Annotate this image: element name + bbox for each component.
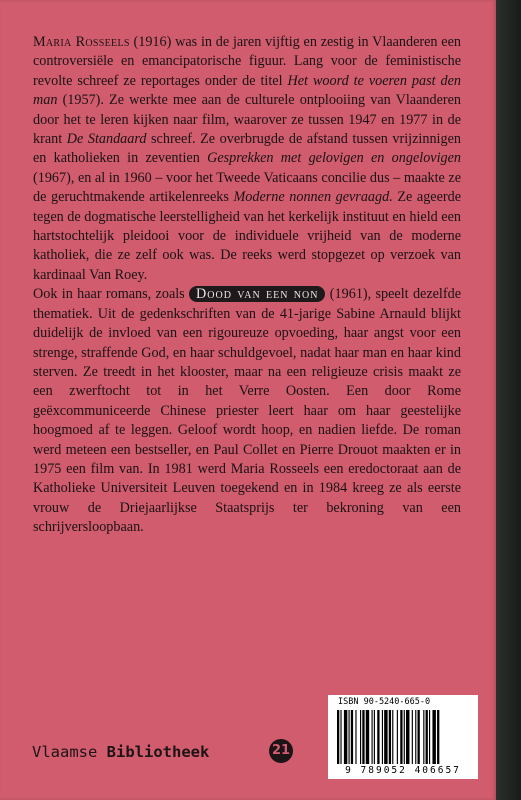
blurb-text-run: (1957). Ze werkte mee aan de culturele ontplooiing van Vlaanderen door het te leren kijken naar film, waarover ze tussen 1947 en 1977 in de krant (33, 92, 461, 148)
blurb-text-run: (1967), en al in 1960 – voor het Tweede Vaticaans concilie dus – maakte ze de geruchtmakende artikelenreeks (33, 169, 461, 206)
series-word-1: Vlaamse (32, 743, 98, 761)
blurb-text-run: (1961), speelt dezelfde thematiek. Uit de gedenkschriften van de 41-jarige Sabine Arnauld blijkt duidelijk de invloed van een rigoureuze opvoeding, haar angst voor een strenge, straffende God, en haar schuldgevoel, nadat haar man en haar kind sterven. Ze treedt in het klooster, maar na een religieuze crisis maakt ze een zwerftocht tot in het Verre Oosten. Een door Rome geëxcommuniceerde Chinese priester leert haar om haar geestelijke hoogmoed af te leggen. Geloof wordt hoop, en nadien liefde. De roman werd meteen een bestseller, en Paul Collet en Pierre Drouot maakten er in 1975 een film van. In 1981 werd Maria Rosseels een eredoctoraat aan de Katholieke Universiteit Leuven toegekend en in 1984 kreeg ze als eerste vrouw de Driejaarlijkse Staatsprijs ter bekroning van een schrijversloopbaan. (33, 286, 461, 536)
author-name: Maria Rosseels (33, 34, 130, 50)
isbn-text: ISBN 90-5240-665-0 (338, 697, 431, 707)
series-number-badge: 21 (269, 739, 293, 763)
blurb-paragraph-1 (33, 33, 461, 285)
blurb-text-run: Ze ageerde tegen de dogmatische leerstelligheid van het kerkelijk instituut en hield een hartstochtelijk pleidooi voor de individuele vrijheid van de moderne katholiek, die ze zelf ook was. De reeks werd stopgezet op verzoek van kardinaal Van Roey. (33, 189, 461, 283)
series-logo (32, 743, 209, 761)
series-word-2: Bibliotheek (106, 743, 210, 761)
ean-number: 9 789052 406657 (345, 765, 461, 776)
book-title: Gesprekken met gelovigen en ongelovigen (207, 150, 462, 167)
novel-title-badge: Dood van een non (189, 286, 325, 302)
barcode-icon (337, 710, 469, 764)
blurb-paragraph-2 (33, 285, 461, 537)
blurb-text-run: (1916) was in de jaren vijftig en zestig in Vlaanderen een controversiële en emancipatorische figuur. Lang voor de feministische revolte schreef ze reportages onder de titel (33, 34, 461, 89)
book-edge (496, 0, 521, 800)
newspaper-title: De Standaard (66, 131, 147, 148)
barcode-label (328, 695, 478, 779)
series-title: Moderne nonnen gevraagd. (233, 189, 393, 206)
blurb-text (33, 33, 461, 538)
book-title: Het woord te voeren past den man (33, 72, 461, 109)
blurb-text-run: schreef. Ze overbrugde de afstand tussen vrijzinnigen en katholieken in zeventien (33, 131, 461, 167)
blurb-text-run: Ook in haar romans, zoals (33, 286, 190, 303)
